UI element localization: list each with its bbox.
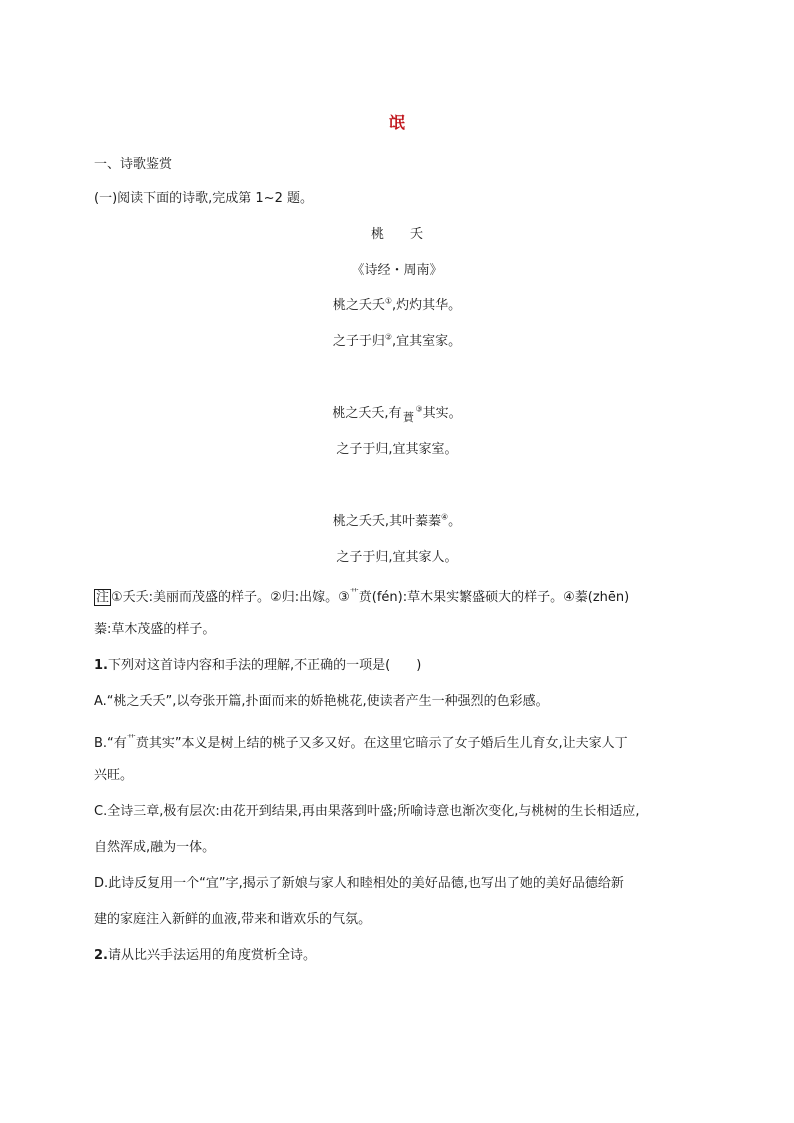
poem-source: 《诗经・周南》 bbox=[351, 263, 443, 278]
note-marker: ② bbox=[384, 332, 393, 342]
poem-text: ,宜其室家。 bbox=[392, 334, 462, 349]
poem-text: 之子于归 bbox=[332, 334, 385, 349]
notes-line2: 蓁:草木茂盛的样子。 bbox=[94, 622, 216, 637]
option-text: B.“有 bbox=[94, 736, 127, 751]
poem-stanza1-line2 bbox=[0, 333, 794, 351]
poem-text: 其实。 bbox=[422, 406, 462, 421]
note-marker: ④ bbox=[440, 512, 449, 522]
instruction: (一)阅读下面的诗歌,完成第 1~2 题。 bbox=[94, 191, 313, 206]
option-text: 贲其实”本义是树上结的桃子又多又好。在这里它暗示了女子婚后生儿育女,让夫家人丁 bbox=[135, 736, 628, 751]
notes-label: 注 bbox=[96, 590, 110, 605]
option-d-line2: 建的家庭注入新鲜的血液,带来和谐欢乐的气氛。 bbox=[94, 912, 372, 927]
ruby-base: 蕡 bbox=[402, 411, 414, 424]
question-text: 请从比兴手法运用的角度赏析全诗。 bbox=[107, 948, 316, 963]
poem-stanza3-line1 bbox=[0, 513, 794, 531]
poem-text: ,灼灼其华。 bbox=[392, 298, 462, 313]
question-1 bbox=[94, 657, 421, 675]
notes-text: ①夭夭:美丽而茂盛的样子。②归:出嫁。③ bbox=[111, 590, 350, 605]
option-d-line1: D.此诗反复用一个“宜”字,揭示了新娘与家人和睦相处的美好品德,也写出了她的美好品德给新 bbox=[94, 876, 624, 891]
poem-stanza1-line1 bbox=[0, 297, 794, 315]
poem-text: 桃之夭夭,其叶蓁蓁 bbox=[332, 514, 441, 529]
poem-stanza3-line2: 之子于归,宜其家人。 bbox=[336, 550, 458, 565]
note-marker: ① bbox=[384, 296, 393, 306]
poem-text: 桃之夭夭 bbox=[332, 298, 385, 313]
poem-text: 桃之夭夭,有 bbox=[332, 406, 402, 421]
page-title: 氓 bbox=[388, 113, 405, 132]
question-number: 2. bbox=[94, 948, 108, 963]
option-b-line1 bbox=[94, 731, 628, 753]
poem-text: 。 bbox=[448, 514, 462, 529]
option-a: A.“桃之夭夭”,以夸张开篇,扑面而来的娇艳桃花,使读者产生一种强烈的色彩感。 bbox=[94, 694, 549, 709]
option-c-line2: 自然浑成,融为一体。 bbox=[94, 840, 216, 855]
poem-stanza2-line1 bbox=[0, 405, 794, 423]
option-b-line2: 兴旺。 bbox=[94, 768, 134, 783]
section-heading: 一、诗歌鉴赏 bbox=[94, 157, 173, 172]
grass-radical: 艹 bbox=[349, 589, 359, 599]
option-c-line1: C.全诗三章,极有层次:由花开到结果,再由果落到叶盛;所喻诗意也渐次变化,与桃树的生长相适应, bbox=[94, 804, 640, 819]
grass-radical: 艹 bbox=[126, 735, 136, 745]
question-2 bbox=[94, 947, 316, 965]
poem-stanza2-line2: 之子于归,宜其家室。 bbox=[336, 442, 458, 457]
question-text: 下列对这首诗内容和手法的理解,不正确的一项是( ) bbox=[107, 658, 422, 673]
ruby-char bbox=[401, 405, 415, 423]
notes-text: 贲(fén):草木果实繁盛硕大的样子。④蓁(zhēn) bbox=[358, 590, 630, 605]
note-marker: ③ bbox=[415, 404, 423, 414]
poem-title: 桃 夭 bbox=[370, 227, 423, 242]
notes-line1 bbox=[94, 585, 629, 607]
question-number: 1. bbox=[94, 658, 108, 673]
